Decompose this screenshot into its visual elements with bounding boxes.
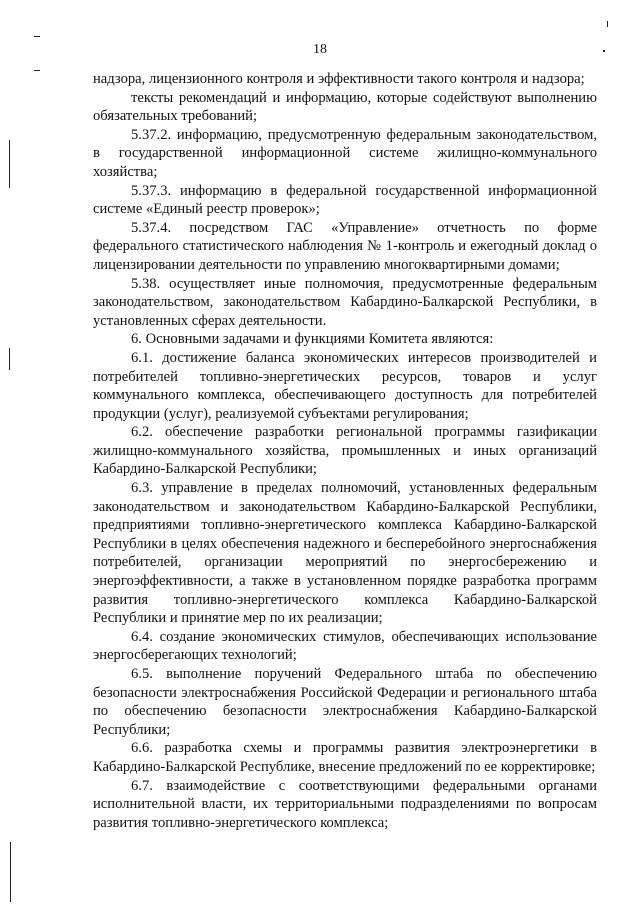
- paragraph: тексты рекомендаций и информацию, которые содействуют выполнению обязательных требований;: [93, 89, 597, 125]
- scan-edge-mark: [34, 36, 40, 37]
- paragraph: 6.3. управление в пределах полномочий, установленных федеральным законодательством и законодательством Кабардино-Балкарской Республики, предприятиями топливно-энергетического комплекса Кабардино-Балкарской Республики в целях обеспечения надежного и бесперебойного энергоснабжения потребителей, организации мероприятий по энергосбережению и энергоэффективности, а также в установленном порядке разработка программ развития топливно-энергетического комплекса Кабардино-Балкарской Республики и принятие мер по их реализации;: [93, 480, 597, 627]
- document-body: [93, 70, 597, 832]
- paragraph: 6.5. выполнение поручений Федерального штаба по обеспечению безопасности электроснабжения Российской Федерации и регионального штаба по обеспечению безопасности электроснабжения Кабардино-Балкарской Республики;: [93, 666, 597, 738]
- paragraph: 6.4. создание экономических стимулов, обеспечивающих использование энергосберегающих технологий;: [93, 628, 597, 664]
- scan-edge-mark: [9, 140, 10, 188]
- paragraph: надзора, лицензионного контроля и эффективности такого контроля и надзора;: [93, 71, 585, 87]
- paragraph: 6.7. взаимодействие с соответствующими федеральными органами исполнительной власти, их территориальными подразделениями по вопросам развития топливно-энергетического комплекса;: [93, 777, 597, 831]
- paragraph: 6.6. разработка схемы и программы развития электроэнергетики в Кабардино-Балкарской Республике, внесение предложений по ее корректировке;: [93, 740, 597, 775]
- scan-edge-mark: [9, 348, 10, 370]
- page-number: 18: [313, 42, 327, 57]
- paragraph: 6.2. обеспечение разработки региональной программы газификации жилищно-коммунального хозяйства, промышленных и иных организаций Кабардино-Балкарской Республики;: [93, 424, 597, 478]
- paragraph: 5.37.2. информацию, предусмотренную федеральным законодательством, в государственной информационной системе жилищно-коммунального хозяйства;: [93, 126, 597, 180]
- paragraph: 6.1. достижение баланса экономических интересов производителей и потребителей топливно-энергетических ресурсов, товаров и услуг коммунального комплекса, обеспечивающего доступность для потребителей продукции (услуг), реализуемой субъектами регулирования;: [93, 349, 597, 422]
- scan-edge-mark: [34, 70, 40, 71]
- scan-edge-mark: [607, 21, 608, 27]
- scan-edge-mark: [10, 842, 11, 902]
- paragraph: 5.38. осуществляет иные полномочия, предусмотренные федеральным законодательством, законодательством Кабардино-Балкарской Республики, в установленных сферах деятельности.: [93, 275, 597, 329]
- paragraph: 5.37.3. информацию в федеральной государственной информационной системе «Единый реестр проверок»;: [93, 182, 597, 218]
- paragraph: 6. Основными задачами и функциями Комитета являются:: [131, 331, 494, 348]
- paragraph: 5.37.4. посредством ГАС «Управление» отчетность по форме федерального статистического наблюдения № 1-контроль и ежегодный доклад о лицензировании деятельности по управлению многоквартирными домами;: [93, 219, 597, 273]
